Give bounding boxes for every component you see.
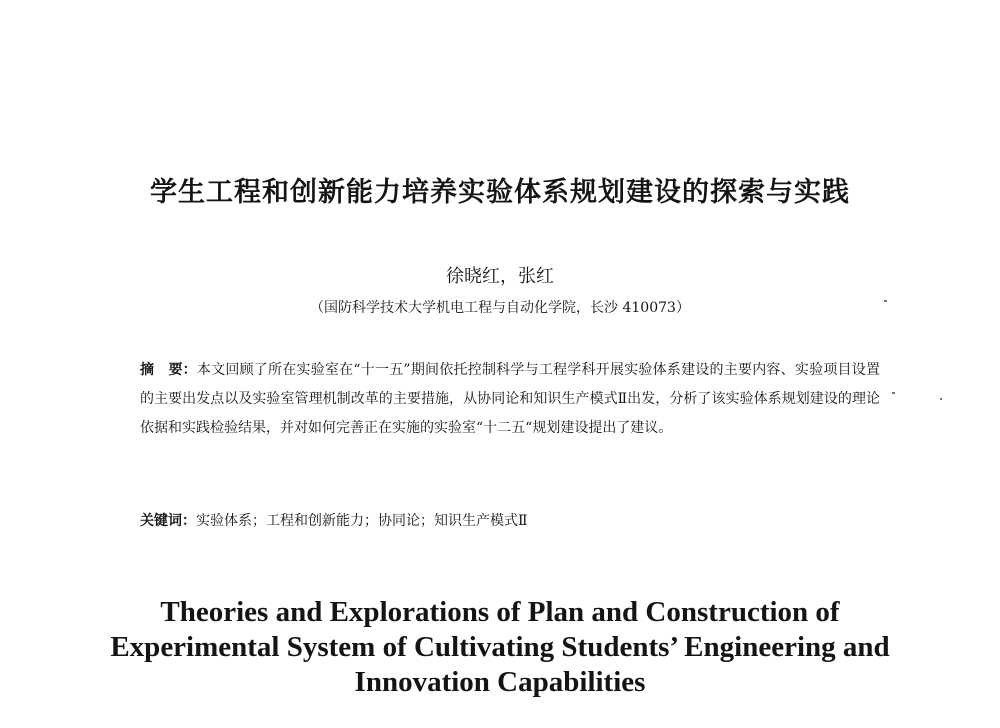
keywords-text: 实验体系；工程和创新能力；协同论；知识生产模式Ⅱ: [196, 513, 528, 529]
scan-speck: [884, 300, 887, 302]
english-title-line: Theories and Explorations of Plan and Construction of: [160, 596, 840, 628]
scan-speck: [892, 392, 895, 394]
authors: 徐晓红，张红: [446, 266, 554, 287]
affiliation: （国防科学技术大学机电工程与自动化学院，长沙 410073）: [310, 300, 690, 316]
english-title-line: Innovation Capabilities: [354, 666, 646, 698]
keywords-label: 关键词：: [140, 513, 196, 529]
abstract-text: 本文回顾了所在实验室在“十一五”期间依托控制科学与工程学科开展实验体系建设的主要内容、实验项目设置的主要出发点以及实验室管理机制改革的主要措施，从协同论和知识生产模式Ⅱ出发，分析了该实验体系规划建设的理论依据和实践检验结果，并对如何完善正在实施的实验室“十二五“规划建设提出了建议。: [140, 362, 881, 436]
abstract-label: 摘 要：: [140, 362, 197, 378]
abstract: [140, 356, 880, 443]
english-title: [0, 595, 1000, 700]
keywords: [140, 510, 880, 530]
scan-speck: [940, 398, 942, 400]
chinese-title: 学生工程和创新能力培养实验体系规划建设的探索与实践: [150, 177, 850, 208]
english-title-line: Experimental System of Cultivating Students’ Engineering and: [110, 631, 890, 663]
